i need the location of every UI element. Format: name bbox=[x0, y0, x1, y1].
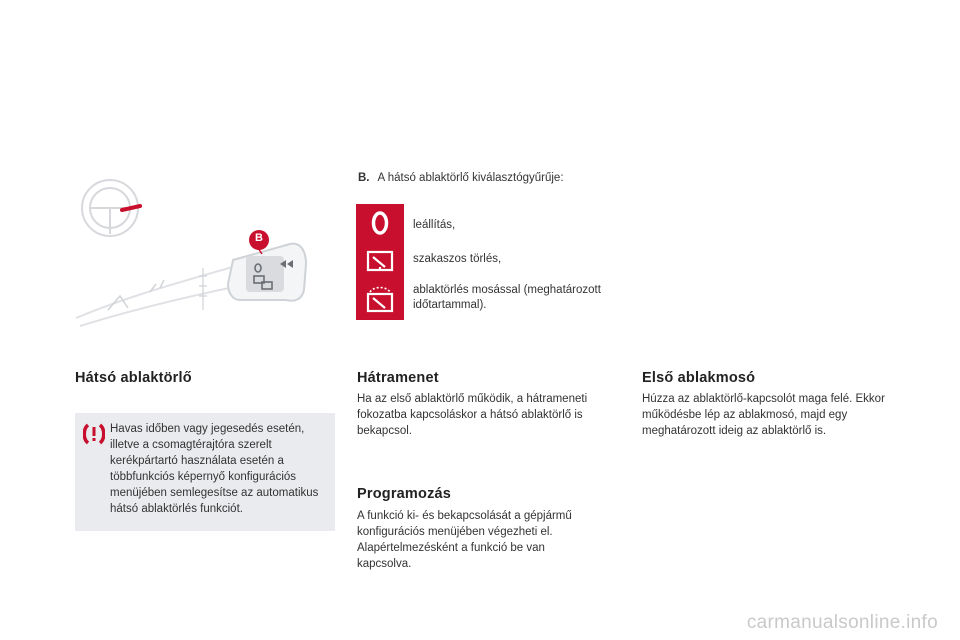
reverse-heading: Hátramenet bbox=[357, 370, 439, 386]
selector-icon-column bbox=[356, 204, 404, 320]
wiper-stalk-illustration bbox=[68, 168, 338, 333]
option-off-label: leállítás, bbox=[413, 219, 456, 231]
rear-wiper-heading: Hátsó ablaktörlő bbox=[75, 370, 192, 386]
off-zero-icon bbox=[356, 204, 404, 242]
programming-text: A funkció ki- és bekapcsolását a gépjármű konfigurációs menüjében végezheti el. Alapértelmezésként a funkció be van kapcsolva. bbox=[357, 510, 572, 570]
front-washer-text: Húzza az ablaktörlő-kapcsolót maga felé. Ekkor működésbe lép az ablakmosó, majd egy meghatározott ideig az ablaktörlő is. bbox=[642, 393, 885, 437]
option-intermittent-label: szakaszos törlés, bbox=[413, 253, 502, 265]
rear-wiper-washer-icon bbox=[356, 280, 404, 318]
warning-box bbox=[75, 413, 335, 531]
rear-wiper-icon bbox=[356, 242, 404, 280]
callout-b: B bbox=[255, 232, 263, 244]
front-washer-heading: Első ablakmosó bbox=[642, 370, 756, 386]
selector-title: A hátsó ablaktörlő kiválasztógyűrűje: bbox=[377, 172, 564, 184]
warning-icon bbox=[83, 423, 105, 450]
option-wash-label: ablaktörlés mosással (meghatározott időtartammal). bbox=[413, 284, 601, 311]
selector-title-line bbox=[358, 172, 564, 184]
watermark: carmanualsonline.info bbox=[746, 612, 938, 633]
reverse-text: Ha az első ablaktörlő működik, a hátrameneti fokozatba kapcsoláskor a hátsó ablaktörlő is bekapcsol. bbox=[357, 393, 588, 437]
warning-text: Havas időben vagy jegesedés esetén, illetve a csomagtérajtóra szerelt kerékpártartó használata esetén a többfunkciós képernyő konfigurációs menüjében semlegesítse az automatikus hátsó ablaktörlés funkciót. bbox=[110, 423, 319, 515]
selector-letter: B. bbox=[358, 172, 370, 184]
programming-heading: Programozás bbox=[357, 486, 452, 502]
